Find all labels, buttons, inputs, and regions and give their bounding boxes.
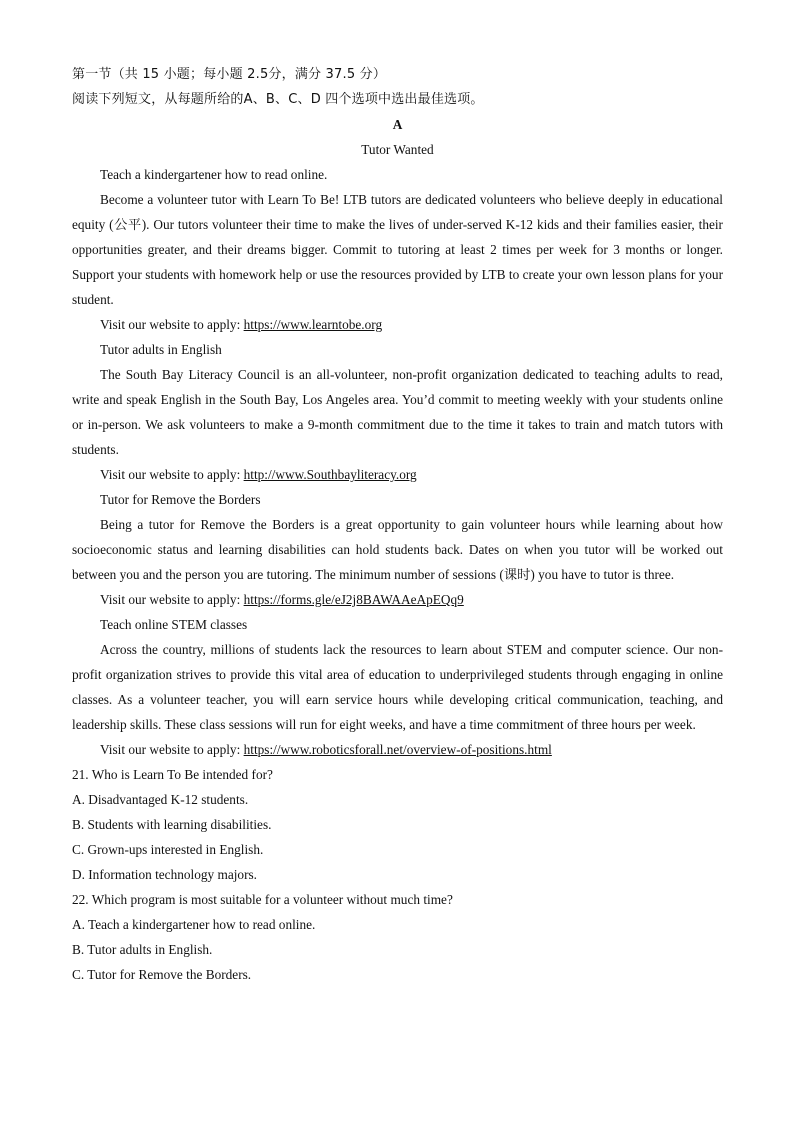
question-21-option-a: A. Disadvantaged K-12 students. bbox=[72, 792, 249, 807]
section-body-stem: Across the country, millions of students lack the resources to learn about STEM and computer science. Our non-profit organization strives to provide this vital area of education to underprivileged students through engaging in online classes. As a volunteer teacher, you will earn service hours while developing critical communication, teaching, and leadership skills. These class sessions will run for eight weeks, and have a time commitment of three hours per week. bbox=[72, 642, 723, 732]
section-heading-south-bay: Tutor adults in English bbox=[100, 342, 222, 357]
link-southbayliteracy[interactable]: http://www.Southbayliteracy.org bbox=[243, 467, 417, 482]
question-21-option-c: C. Grown-ups interested in English. bbox=[72, 842, 264, 857]
question-21-option-b: B. Students with learning disabilities. bbox=[72, 817, 272, 832]
section-body-south-bay: The South Bay Literacy Council is an all-volunteer, non-profit organization dedicated to teaching adults to read, write and speak English in the South Bay, Los Angeles area. You’d commit to meeting weekly with your students online or in-person. We ask volunteers to make a 9-month commitment due to the time it takes to train and match tutors with students. bbox=[72, 367, 723, 457]
question-21-stem: 21. Who is Learn To Be intended for? bbox=[72, 767, 273, 782]
section-heading-stem: Teach online STEM classes bbox=[100, 617, 248, 632]
passage-title: Tutor Wanted bbox=[361, 142, 434, 157]
visit-line-remove-the-borders bbox=[72, 587, 723, 612]
visit-prefix: Visit our website to apply: bbox=[100, 467, 244, 482]
link-forms-gle[interactable]: https://forms.gle/eJ2j8BAWAAeApEQq9 bbox=[243, 592, 464, 607]
visit-prefix: Visit our website to apply: bbox=[100, 592, 244, 607]
document-page bbox=[72, 62, 723, 987]
question-22-stem: 22. Which program is most suitable for a volunteer without much time? bbox=[72, 892, 453, 907]
visit-line-stem bbox=[72, 737, 723, 762]
instructions: 阅读下列短文，从每题所给的A、B、C、D 四个选项中选出最佳选项。 bbox=[72, 92, 484, 107]
section-heading-learn-to-be: Teach a kindergartener how to read online. bbox=[100, 167, 328, 182]
section-body-remove-the-borders: Being a tutor for Remove the Borders is a great opportunity to gain volunteer hours while learning about how socioeconomic status and learning disabilities can hold students back. Dates on when you tutor will be worked out between you and the person you are tutoring. The minimum number of sessions (课时) you have to tutor is three. bbox=[72, 517, 723, 582]
link-learntobe[interactable]: https://www.learntobe.org bbox=[243, 317, 383, 332]
visit-prefix: Visit our website to apply: bbox=[100, 742, 244, 757]
question-22-option-a: A. Teach a kindergartener how to read online. bbox=[72, 917, 316, 932]
section-header: 第一节（共 15 小题；每小题 2.5分，满分 37.5 分） bbox=[72, 67, 387, 82]
question-21-option-d: D. Information technology majors. bbox=[72, 867, 258, 882]
passage-label: A bbox=[392, 117, 403, 132]
visit-prefix: Visit our website to apply: bbox=[100, 317, 244, 332]
section-heading-remove-the-borders: Tutor for Remove the Borders bbox=[100, 492, 261, 507]
question-22-option-b: B. Tutor adults in English. bbox=[72, 942, 213, 957]
question-22-option-c: C. Tutor for Remove the Borders. bbox=[72, 967, 252, 982]
visit-line-south-bay bbox=[72, 462, 723, 487]
section-body-learn-to-be: Become a volunteer tutor with Learn To Be! LTB tutors are dedicated volunteers who believe deeply in educational equity (公平). Our tutors volunteer their time to make the lives of under-served K-12 kids and their families easier, their opportunities greater, and their dreams bigger. Commit to tutoring at least 2 times per week for 3 months or longer. Support your students with homework help or use the resources provided by LTB to create your own lesson plans for your student. bbox=[72, 192, 723, 307]
link-roboticsforall[interactable]: https://www.roboticsforall.net/overview-of-positions.html bbox=[243, 742, 552, 757]
visit-line-learn-to-be bbox=[72, 312, 723, 337]
